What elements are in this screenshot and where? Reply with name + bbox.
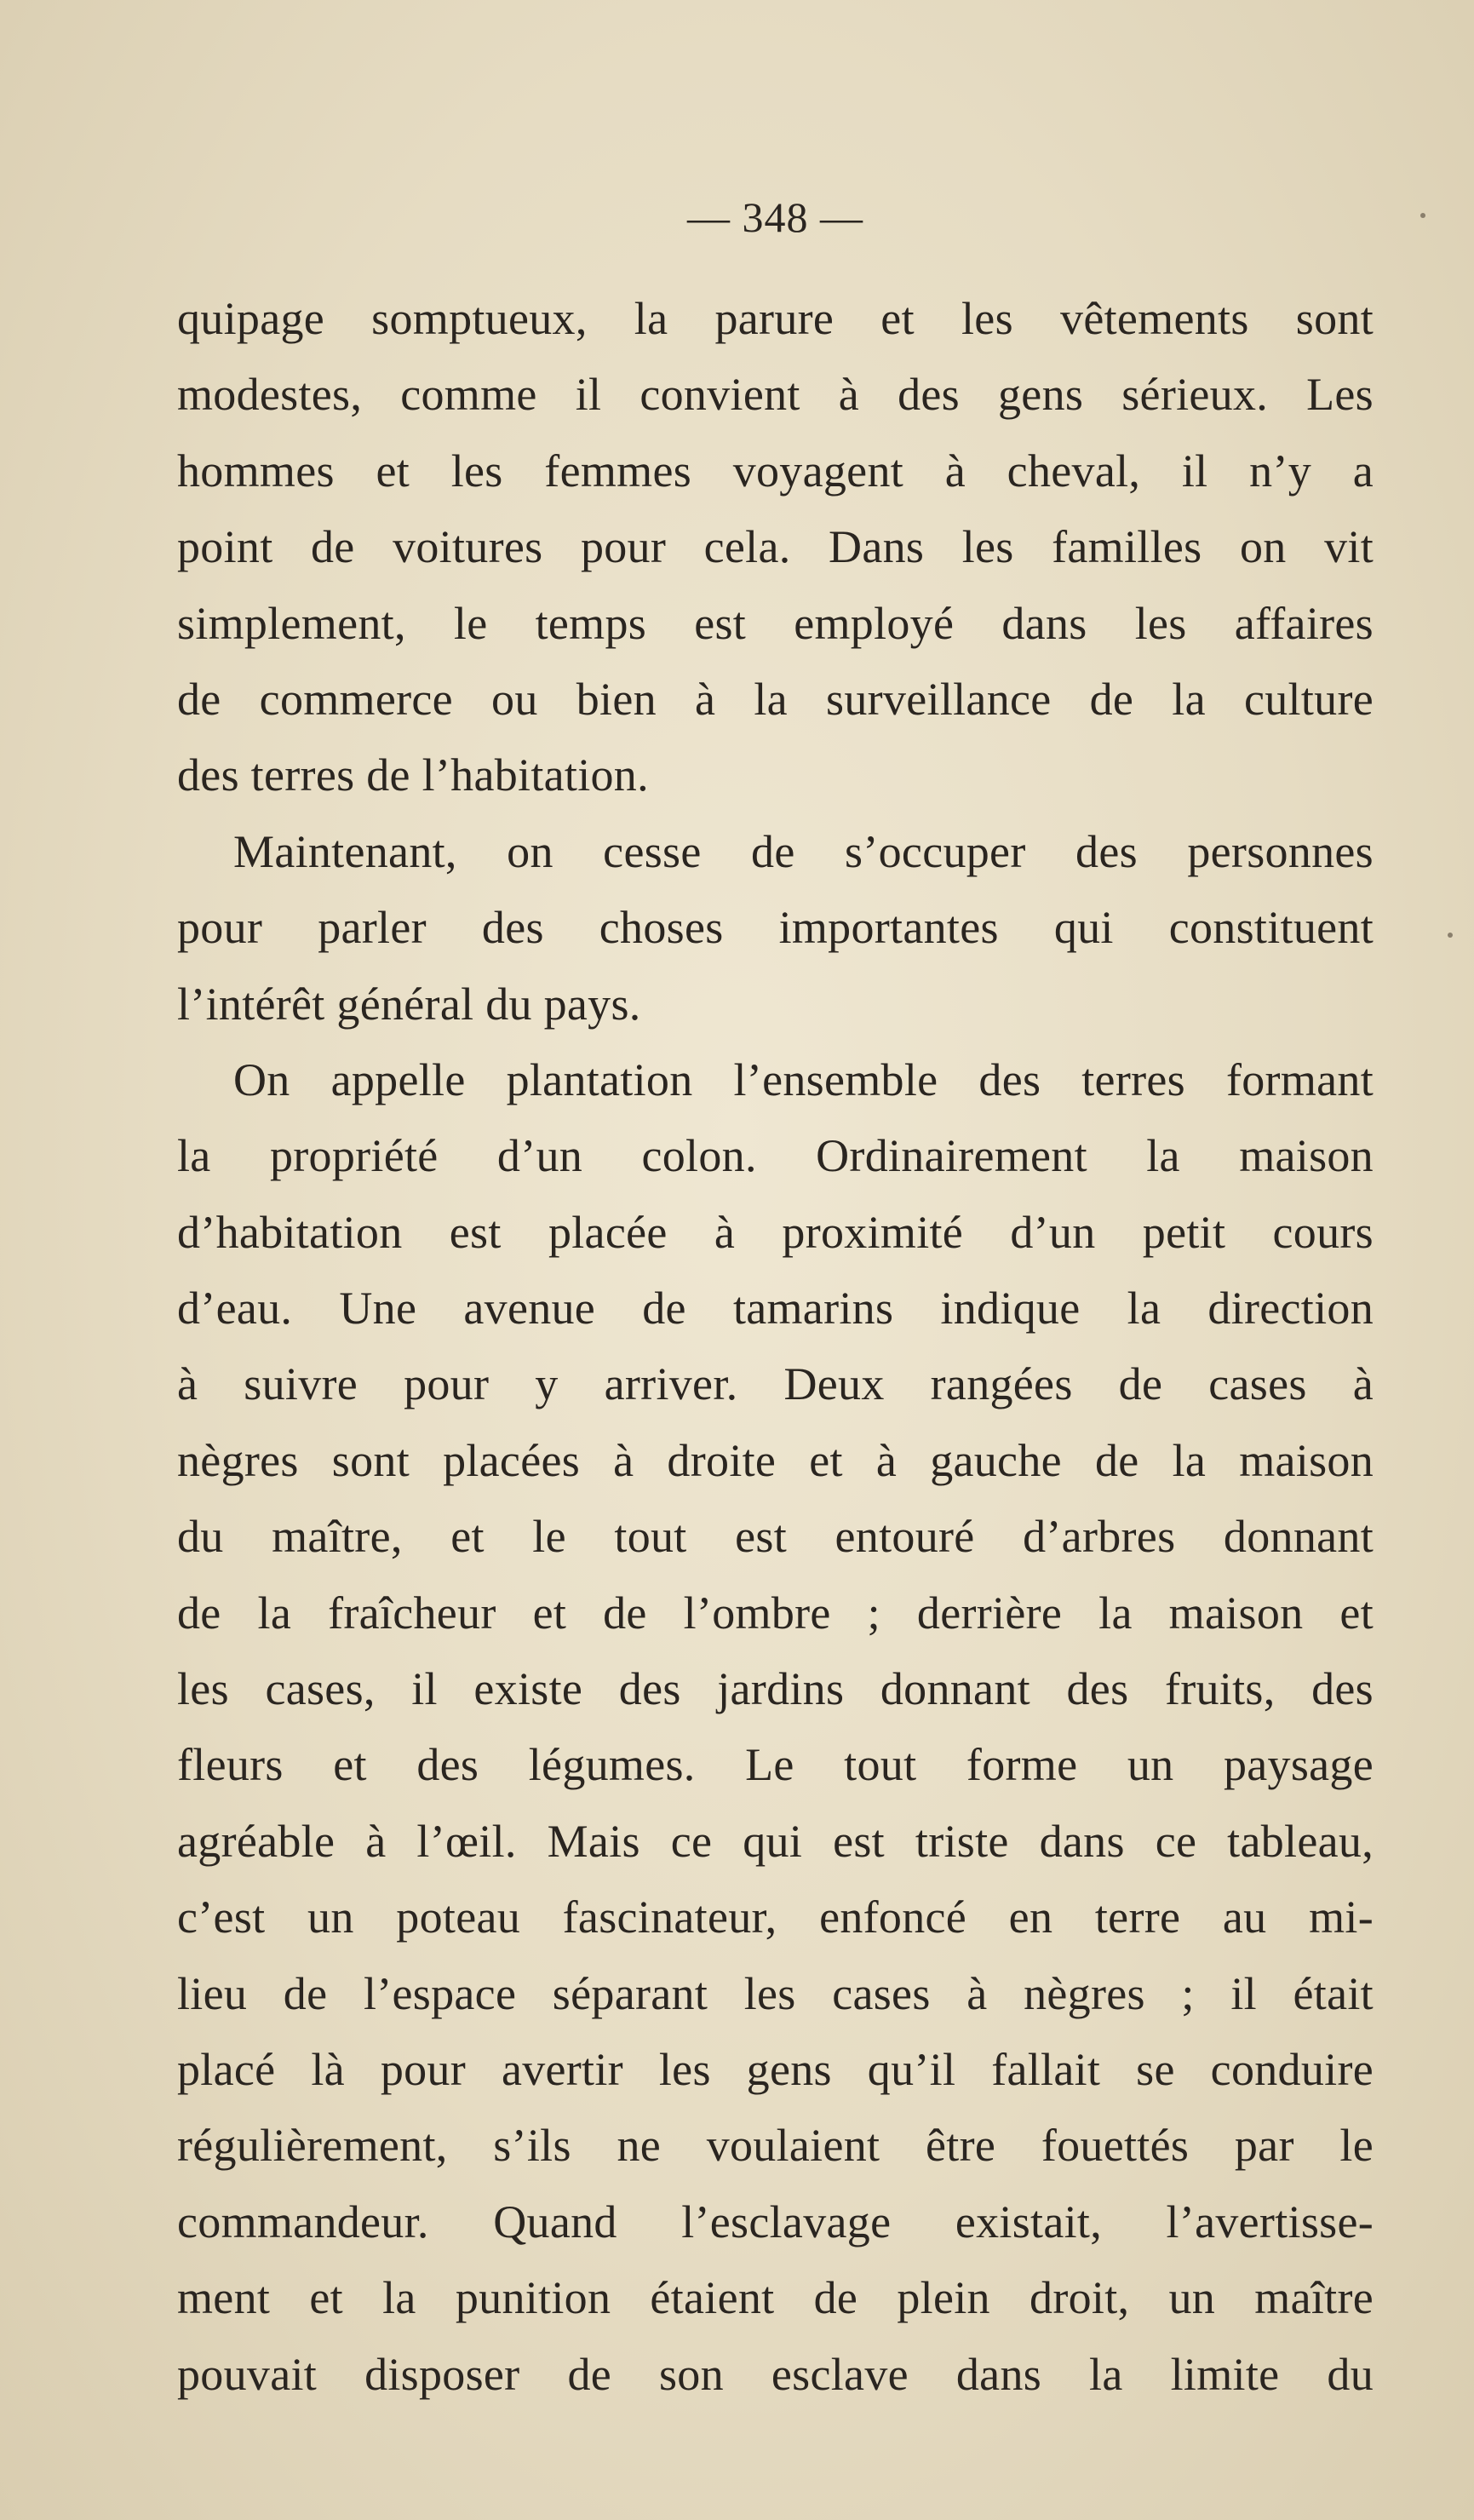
- text-line: de la fraîcheur et de l’ombre ; derrière la maison et: [177, 1587, 1374, 1639]
- text-line: régulièrement, s’ils ne voulaient être fouettés par le: [177, 2120, 1374, 2172]
- text-line: lieu de l’espace séparant les cases à nègres ; il était: [177, 1967, 1374, 2019]
- body-text: [177, 281, 1374, 2413]
- text-line: hommes et les femmes voyagent à cheval, il n’y a: [177, 445, 1374, 497]
- text-line: Maintenant, on cesse de s’occuper des personnes: [233, 825, 1374, 877]
- text-line: d’eau. Une avenue de tamarins indique la direction: [177, 1283, 1374, 1335]
- text-line: des terres de l’habitation.: [177, 749, 649, 801]
- page-number: — 348 —: [687, 193, 863, 241]
- text-line: agréable à l’œil. Mais ce qui est triste dans ce tableau,: [177, 1815, 1374, 1867]
- text-line: pouvait disposer de son esclave dans la limite du: [177, 2348, 1374, 2400]
- text-line: pour parler des choses importantes qui constituent: [177, 902, 1374, 954]
- text-line: du maître, et le tout est entouré d’arbres donnant: [177, 1511, 1374, 1563]
- text-line: à suivre pour y arriver. Deux rangées de cases à: [177, 1358, 1374, 1410]
- text-line: commandeur. Quand l’esclavage existait, l’avertisse-: [177, 2196, 1374, 2247]
- book-page: [177, 187, 1374, 2487]
- text-line: de commerce ou bien à la surveillance de la culture: [177, 673, 1374, 725]
- text-line: ment et la punition étaient de plein droit, un maître: [177, 2272, 1374, 2324]
- text-line: d’habitation est placée à proximité d’un petit cours: [177, 1206, 1374, 1258]
- paper-speck: [1448, 933, 1453, 938]
- text-line: point de voitures pour cela. Dans les familles on vit: [177, 521, 1374, 573]
- text-line: c’est un poteau fascinateur, enfoncé en terre au mi-: [177, 1891, 1374, 1943]
- text-line: modestes, comme il convient à des gens sérieux. Les: [177, 369, 1374, 421]
- text-line: simplement, le temps est employé dans les affaires: [177, 597, 1374, 649]
- text-line: On appelle plantation l’ensemble des terres formant: [233, 1053, 1374, 1105]
- text-line: fleurs et des légumes. Le tout forme un paysage: [177, 1739, 1374, 1791]
- text-line: placé là pour avertir les gens qu’il fallait se conduire: [177, 2043, 1374, 2095]
- text-line: quipage somptueux, la parure et les vêtements sont: [177, 293, 1374, 344]
- text-line: la propriété d’un colon. Ordinairement la maison: [177, 1130, 1374, 1182]
- text-line: nègres sont placées à droite et à gauche de la maison: [177, 1434, 1374, 1486]
- text-line: l’intérêt général du pays.: [177, 978, 641, 1030]
- paper-speck: [1420, 213, 1425, 218]
- text-line: les cases, il existe des jardins donnant des fruits, des: [177, 1663, 1374, 1715]
